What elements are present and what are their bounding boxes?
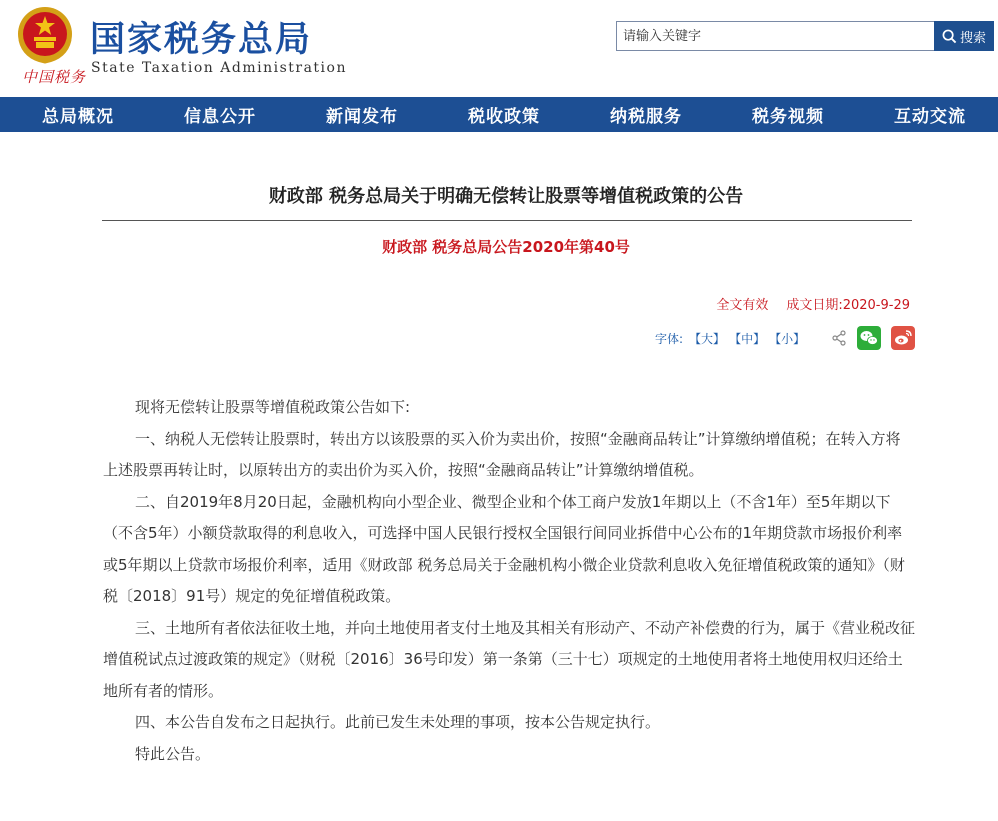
- paragraph-1: 一、纳税人无偿转让股票时，转出方以该股票的买入价为卖出价，按照“金融商品转让”计算缴纳增值税；在转入方将上述股票再转让时，以原转出方的卖出价为买入价，按照“金融商品转让”计算缴纳增值税。: [103, 429, 901, 479]
- search-button[interactable]: [934, 21, 994, 51]
- font-size-label: 字体:: [655, 331, 684, 346]
- site-title[interactable]: 国家税务总局: [90, 20, 313, 60]
- nav-item-news[interactable]: 新闻发布: [326, 107, 398, 127]
- national-emblem-icon[interactable]: [14, 4, 76, 66]
- paragraph-4: 四、本公告自发布之日起执行。此前已发生未处理的事项，按本公告规定执行。: [135, 713, 661, 731]
- search-bar: [616, 21, 994, 51]
- title-divider: [102, 220, 912, 221]
- nav-item-tax-video[interactable]: 税务视频: [752, 107, 824, 127]
- site-subtitle: State Taxation Administration: [91, 60, 347, 76]
- article-tools: [655, 326, 915, 350]
- nav-item-interaction[interactable]: 互动交流: [894, 107, 966, 127]
- search-icon: [942, 29, 957, 44]
- issue-date: 成文日期:2020-9-29: [786, 298, 910, 313]
- paragraph-closing: 特此公告。: [135, 744, 211, 763]
- main-nav: [0, 97, 998, 132]
- font-size-large-button[interactable]: 【大】: [689, 331, 726, 346]
- calligraphy-logo: 中国税务: [22, 68, 87, 86]
- document-number: 财政部 税务总局公告2020年第40号: [382, 238, 630, 256]
- wechat-icon[interactable]: [857, 326, 881, 350]
- article-title: 财政部 税务总局关于明确无偿转让股票等增值税政策的公告: [268, 186, 744, 207]
- article-body: [103, 392, 915, 770]
- nav-item-info-disclosure[interactable]: 信息公开: [184, 107, 256, 127]
- nav-item-tax-policy[interactable]: 税收政策: [468, 107, 540, 127]
- paragraph-intro: 现将无偿转让股票等增值税政策公告如下:: [135, 398, 411, 416]
- share-icon[interactable]: [831, 330, 847, 346]
- site-header: [0, 0, 998, 97]
- validity-status: 全文有效: [716, 298, 769, 313]
- nav-item-overview[interactable]: 总局概况: [42, 107, 114, 127]
- nav-item-taxpayer-service[interactable]: 纳税服务: [610, 107, 682, 127]
- search-input[interactable]: [616, 21, 934, 51]
- article-meta: [716, 294, 910, 313]
- paragraph-3: 三、土地所有者依法征收土地，并向土地使用者支付土地及其相关有形动产、不动产补偿费的行为，属于《营业税改征增值税试点过渡政策的规定》（财税〔2016〕36号印发）第一条第（三十七）项规定的土地使用者将土地使用权归还给土地所有者的情形。: [103, 618, 916, 700]
- weibo-icon[interactable]: [891, 326, 915, 350]
- search-button-label: 搜索: [959, 30, 986, 46]
- paragraph-2: 二、自2019年8月20日起，金融机构向小型企业、微型企业和个体工商户发放1年期以上（不含1年）至5年期以下（不含5年）小额贷款取得的利息收入，可选择中国人民银行授权全国银行间同业拆借中心公布的1年期贷款市场报价利率或5年期以上贷款市场报价利率，适用《财政部 税务总局关于金融机构小微企业贷款利息收入免征增值税政策的通知》（财税〔2018〕91号）规定的免征增值税政策。: [103, 492, 905, 605]
- font-size-medium-button[interactable]: 【中】: [729, 331, 766, 346]
- font-size-small-button[interactable]: 【小】: [769, 331, 806, 346]
